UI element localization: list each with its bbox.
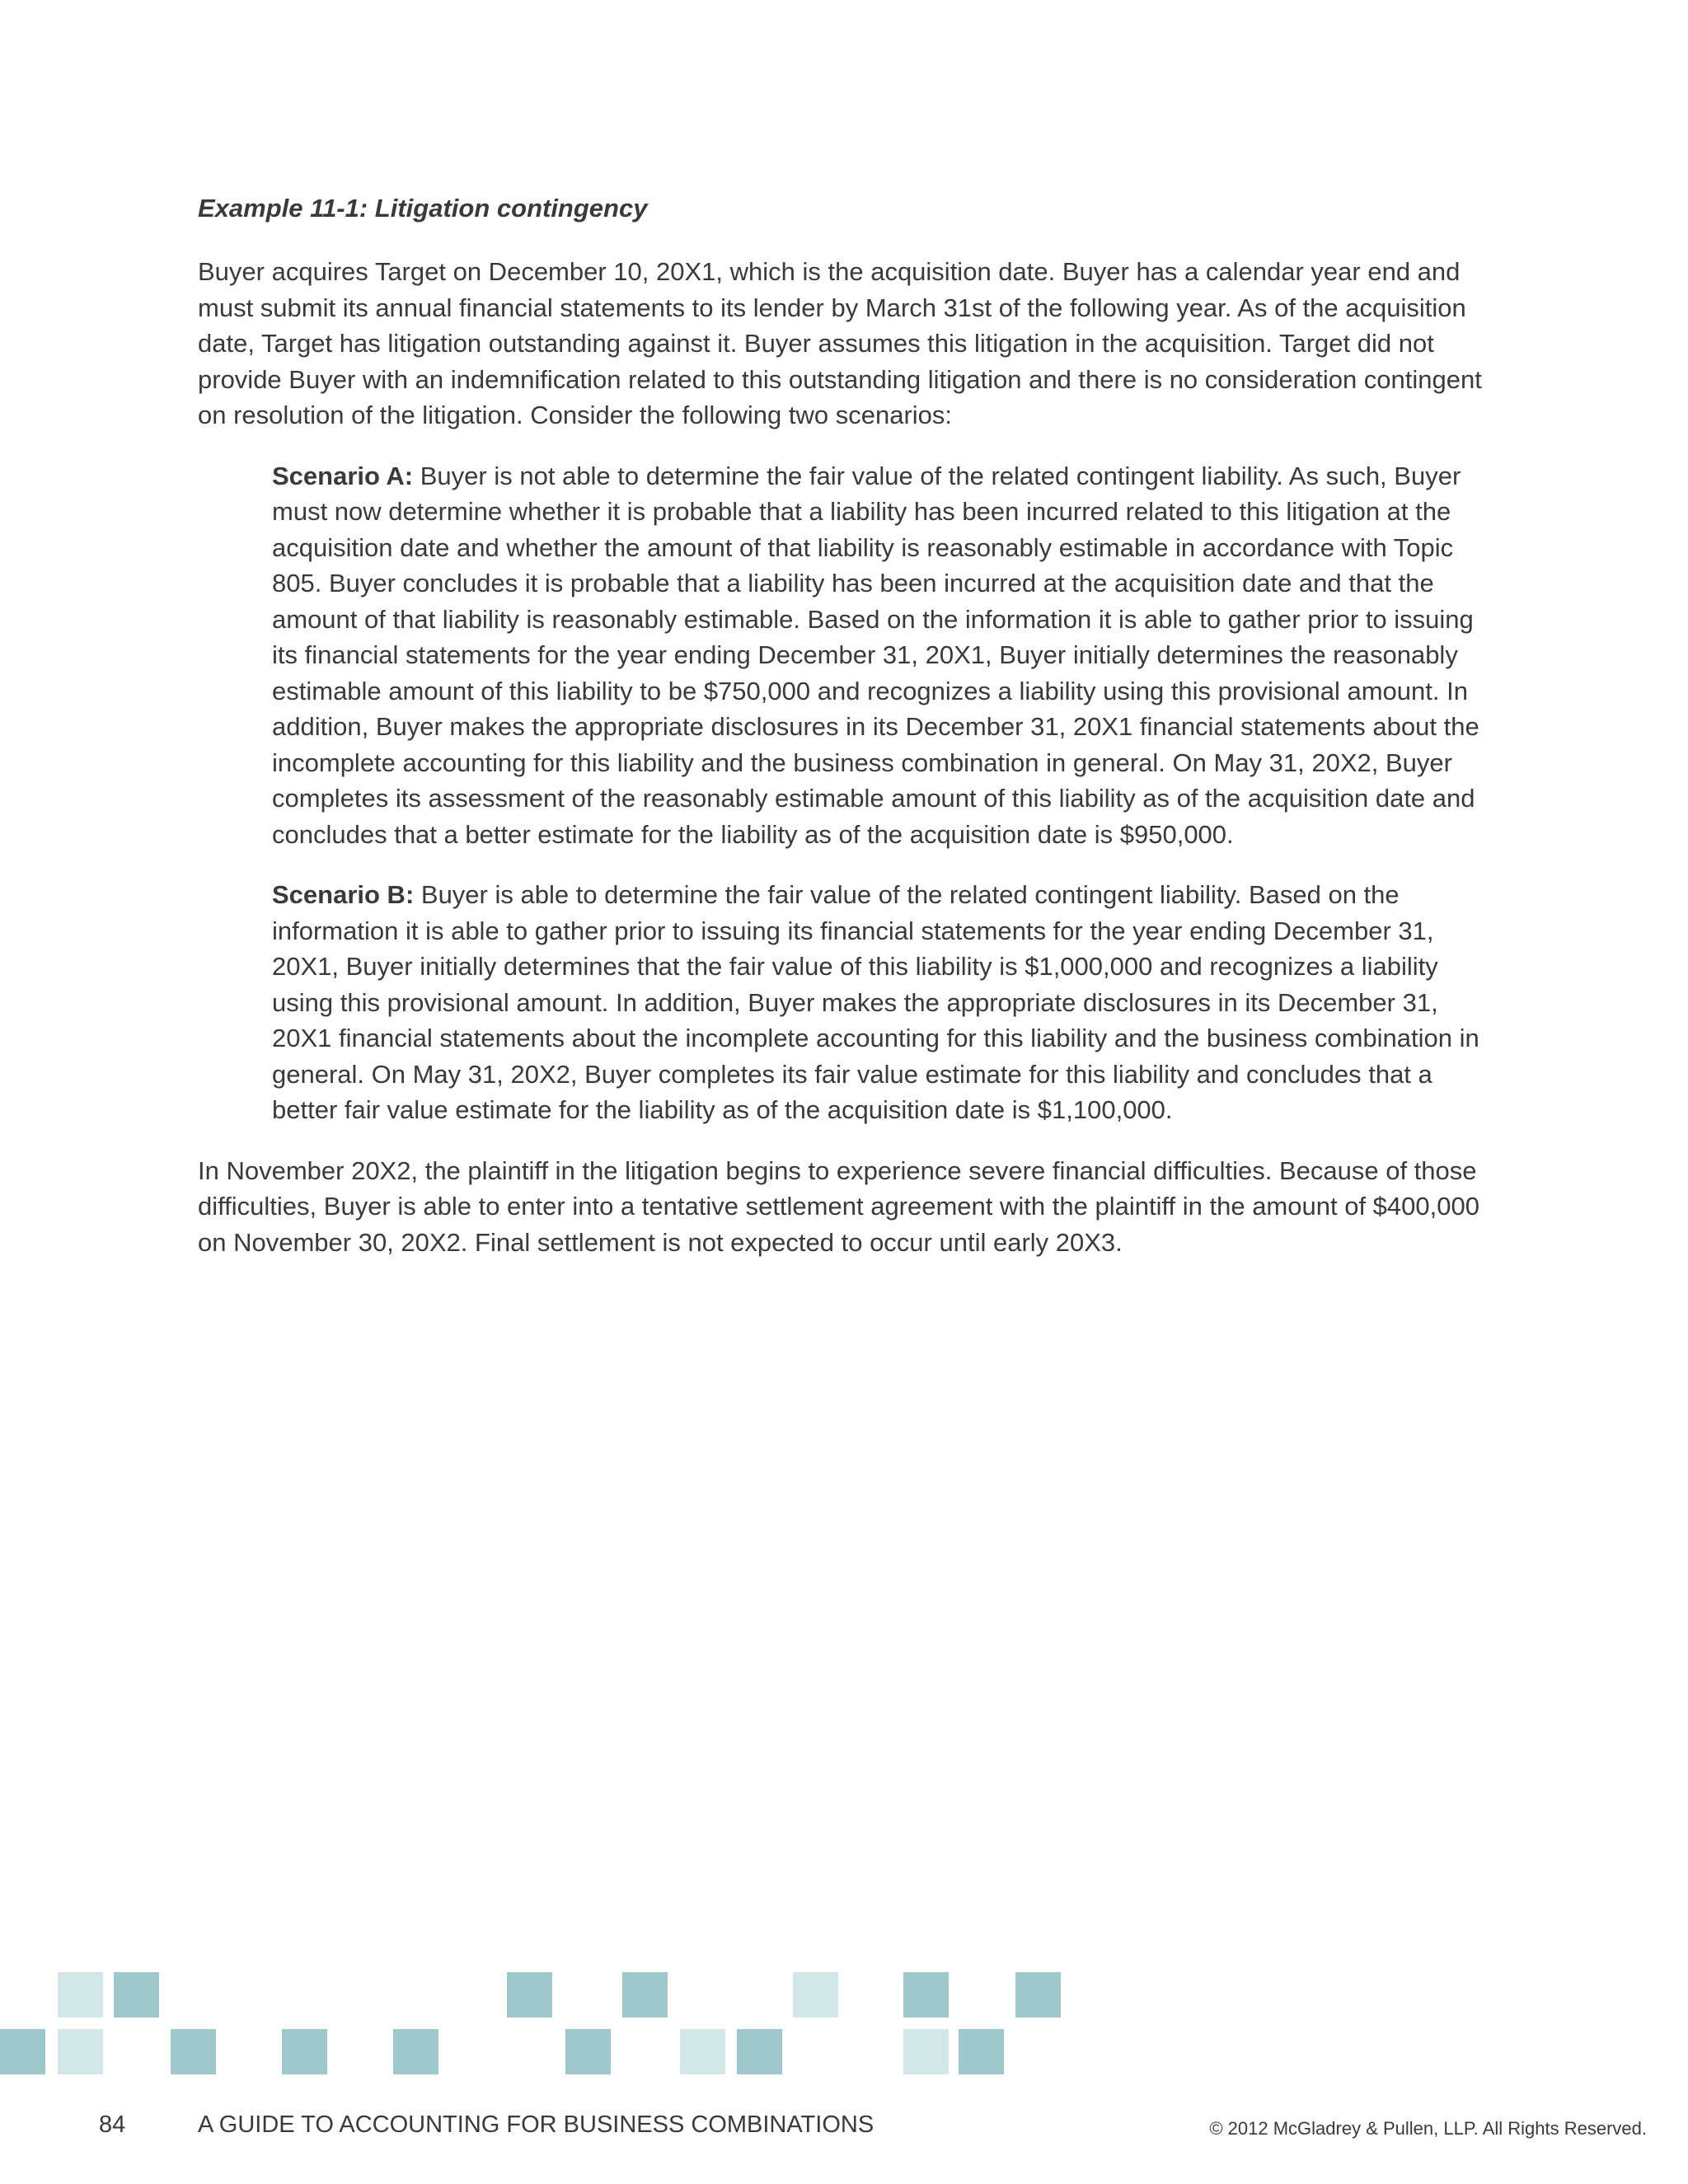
decorative-square — [171, 2029, 216, 2074]
footer-copyright: © 2012 McGladrey & Pullen, LLP. All Rights Reserved. — [1209, 2118, 1647, 2139]
closing-paragraph: In November 20X2, the plaintiff in the litigation begins to experience severe financial difficulties. Because of those difficulties, Buyer is able to enter into a tentative settlement agreement with the plaintiff in the amount of $400,000 on November 30, 20X2. Final settlement is not expected to occur until early 20X3. — [198, 1155, 1479, 1257]
decorative-square — [793, 1972, 838, 2018]
page-number: 84 — [99, 2111, 126, 2138]
decorative-square — [282, 2029, 327, 2074]
scenario-a-label: Scenario A: — [272, 461, 414, 490]
example-title: Example 11-1: Litigation contingency — [198, 194, 648, 223]
scenario-a — [272, 458, 1500, 853]
decorative-square — [0, 2029, 45, 2074]
decorative-square — [58, 1972, 103, 2018]
decorative-square — [565, 2029, 611, 2074]
decorative-square — [622, 1972, 668, 2018]
intro-paragraph: Buyer acquires Target on December 10, 20X1, which is the acquisition date. Buyer has a calendar year end and must submit its annual financial statements to its lender by March 31st of the following year. As of the acquisition date, Target has litigation outstanding against it. Buyer assumes this litigation in the acquisition. Target did not provide Buyer with an indemnification related to this outstanding litigation and there is no consideration contingent on resolution of the litigation. Consider the following two scenarios: — [198, 257, 1482, 429]
decorative-square — [114, 1972, 159, 2018]
decorative-square — [680, 2029, 725, 2074]
scenario-b — [272, 877, 1500, 1128]
decorative-square — [393, 2029, 438, 2074]
scenario-a-text: Buyer is not able to determine the fair value of the related contingent liability. As such, Buyer must now determine whether it is probable that a liability has been incurred related to this litigation at the acquisition date and whether the amount of that liability is reasonably estimable in accordance with Topic 805. Buyer concludes it is probable that a liability has been incurred at the acquisition date and that the amount of that liability is reasonably estimable. Based on the information it is able to gather prior to issuing its financial statements for the year ending December 31, 20X1, Buyer initially determines the reasonably estimable amount of this liability to be $750,000 and recognizes a liability using this provisional amount. In addition, Buyer makes the appropriate disclosures in its December 31, 20X1 financial statements about the incomplete accounting for this liability and the business combination in general. On May 31, 20X2, Buyer completes its assessment of the reasonably estimable amount of this liability as of the acquisition date and concludes that a better estimate for the liability as of the acquisition date is $950,000. — [272, 461, 1479, 849]
decorative-square — [903, 1972, 949, 2018]
scenario-b-text: Buyer is able to determine the fair value of the related contingent liability. Based on the information it is able to gather prior to issuing its financial statements for the year ending December 31, 20X1, Buyer initially determines that the fair value of this liability is $1,000,000 and recognizes a liability using this provisional amount. In addition, Buyer makes the appropriate disclosures in its December 31, 20X1 financial statements about the incomplete accounting for this liability and the business combination in general. On May 31, 20X2, Buyer completes its fair value estimate for this liability and concludes that a better fair value estimate for the liability as of the acquisition date is $1,100,000. — [272, 880, 1479, 1124]
decorative-square — [959, 2029, 1004, 2074]
decorative-square — [58, 2029, 103, 2074]
decorative-square — [737, 2029, 782, 2074]
decorative-square — [903, 2029, 949, 2074]
decorative-square — [507, 1972, 552, 2018]
scenario-b-label: Scenario B: — [272, 880, 415, 909]
document-body — [198, 190, 1500, 1285]
footer-book-title: A GUIDE TO ACCOUNTING FOR BUSINESS COMBINATIONS — [198, 2111, 874, 2138]
decorative-square — [1015, 1972, 1061, 2018]
